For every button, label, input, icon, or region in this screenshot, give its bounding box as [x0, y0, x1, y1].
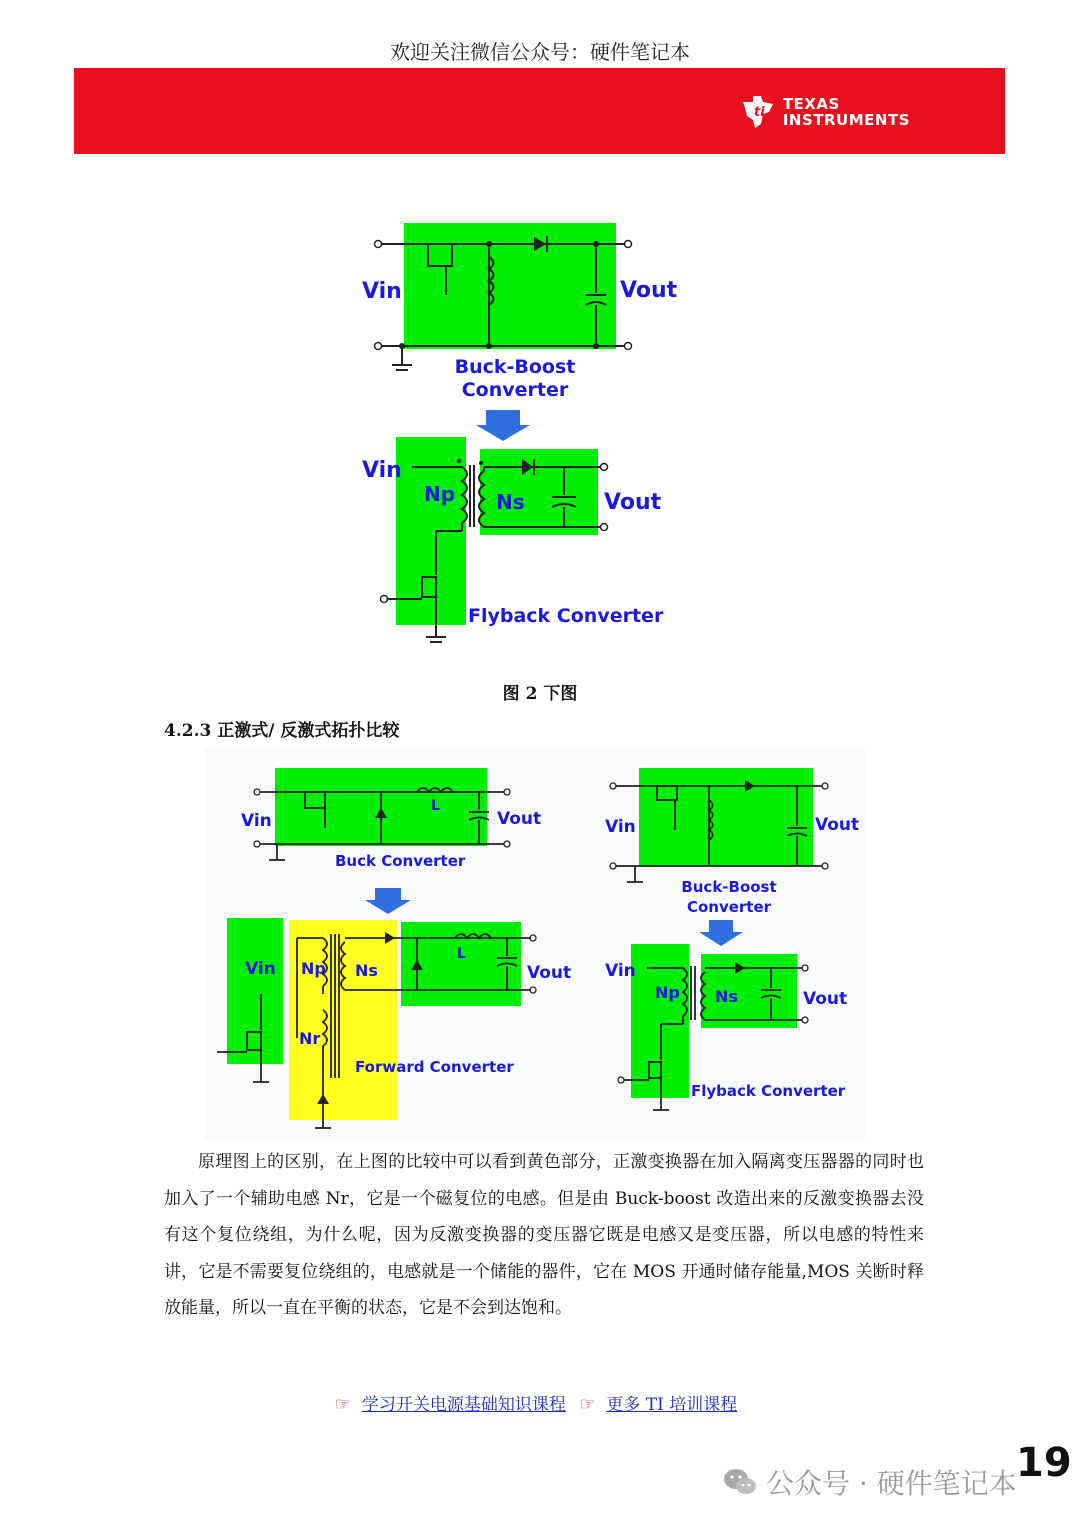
fb-title: Flyback Converter: [468, 605, 664, 627]
fwd-primary-green-region: [227, 918, 283, 1064]
fwd-np-label: Np: [301, 959, 326, 978]
r-fb-ns-label: Ns: [715, 987, 738, 1006]
r-bb-vout-label: Vout: [815, 815, 860, 835]
r-fb-primary-green-region: [631, 944, 689, 1098]
bb-title-line1: Buck-Boost: [454, 356, 576, 378]
down-arrow-icon: [476, 410, 530, 441]
fwd-vout-label: Vout: [527, 963, 572, 983]
buck-vin-label: Vin: [241, 811, 272, 831]
buck-title: Buck Converter: [335, 852, 466, 870]
fb-vout-label: Vout: [604, 490, 662, 515]
bb-title-line2: Converter: [461, 379, 569, 401]
pointing-hand-icon: ☞: [334, 1394, 351, 1415]
r-fb-title: Flyback Converter: [691, 1082, 846, 1100]
pointing-hand-icon: ☞: [579, 1394, 596, 1415]
fb-np-label: Np: [424, 482, 456, 506]
bb-vin-label: Vin: [362, 279, 402, 304]
r-fb-vout-label: Vout: [803, 989, 848, 1009]
buck-l-label: L: [431, 798, 440, 814]
ti-logo-line2: INSTRUMENTS: [782, 111, 910, 129]
bb-vout-label: Vout: [620, 278, 678, 303]
r-bb-title-line1: Buck-Boost: [681, 878, 777, 896]
body-paragraph: [164, 1144, 924, 1327]
bb-green-region: [404, 223, 616, 349]
r-fb-np-label: Np: [655, 983, 680, 1002]
fwd-yellow-region: [289, 920, 397, 1120]
ti-logo: [739, 94, 910, 130]
link-switching-power-course[interactable]: 学习开关电源基础知识课程: [361, 1395, 566, 1415]
ti-state-icon: [739, 94, 777, 130]
buck-vout-label: Vout: [497, 809, 542, 829]
svg-text:ti: ti: [753, 105, 765, 120]
watermark-text: 公众号 · 硬件笔记本: [766, 1467, 1017, 1500]
header-note: 欢迎关注微信公众号：硬件笔记本: [390, 40, 690, 64]
fwd-vin-label: Vin: [245, 959, 276, 979]
r-bb-vin-label: Vin: [605, 817, 636, 837]
fwd-l-label: L: [457, 946, 466, 962]
r-bb-green-region: [639, 768, 813, 866]
fwd-ns-label: Ns: [355, 961, 378, 980]
fb-ns-label: Ns: [496, 490, 525, 514]
section-heading: 4.2.3 正激式/ 反激式拓扑比较: [164, 721, 400, 741]
paragraph-text: 原理图上的区别，在上图的比较中可以看到黄色部分，正激变换器在加入隔离变压器器的同时也加入了一个辅助电感 Nr，它是一个磁复位的电感。但是由 Buck-boost 改造出来的反激变换器去没有这个复位绕组，为什么呢，因为反激变换器的变压器它既是电感又是变压器，所以电感的特性来讲，它是不需要复位绕组的，电感就是一个储能的器件，它在 MOS 开通时储存能量,MOS 关断时释放能量，所以一直在平衡的状态，它是不会到达饱和。: [164, 1152, 924, 1318]
page-number: 19: [1016, 1440, 1072, 1486]
fwd-nr-label: Nr: [299, 1029, 321, 1048]
ti-banner: [74, 68, 1005, 154]
figure-forward-vs-flyback: [205, 748, 865, 1140]
wechat-icon: [722, 1467, 758, 1497]
link-more-ti-courses[interactable]: 更多 TI 培训课程: [606, 1395, 738, 1415]
figure-caption: 图 2 下图: [502, 684, 578, 704]
r-bb-title-line2: Converter: [686, 898, 772, 916]
fb-vin-label: Vin: [362, 458, 402, 483]
figure-buckboost-to-flyback: [350, 215, 690, 655]
fwd-title: Forward Converter: [355, 1058, 514, 1076]
wechat-watermark: [722, 1462, 1017, 1502]
course-links: [0, 1390, 1080, 1415]
r-fb-vin-label: Vin: [605, 961, 636, 981]
ti-logo-line1: TEXAS: [782, 95, 840, 113]
